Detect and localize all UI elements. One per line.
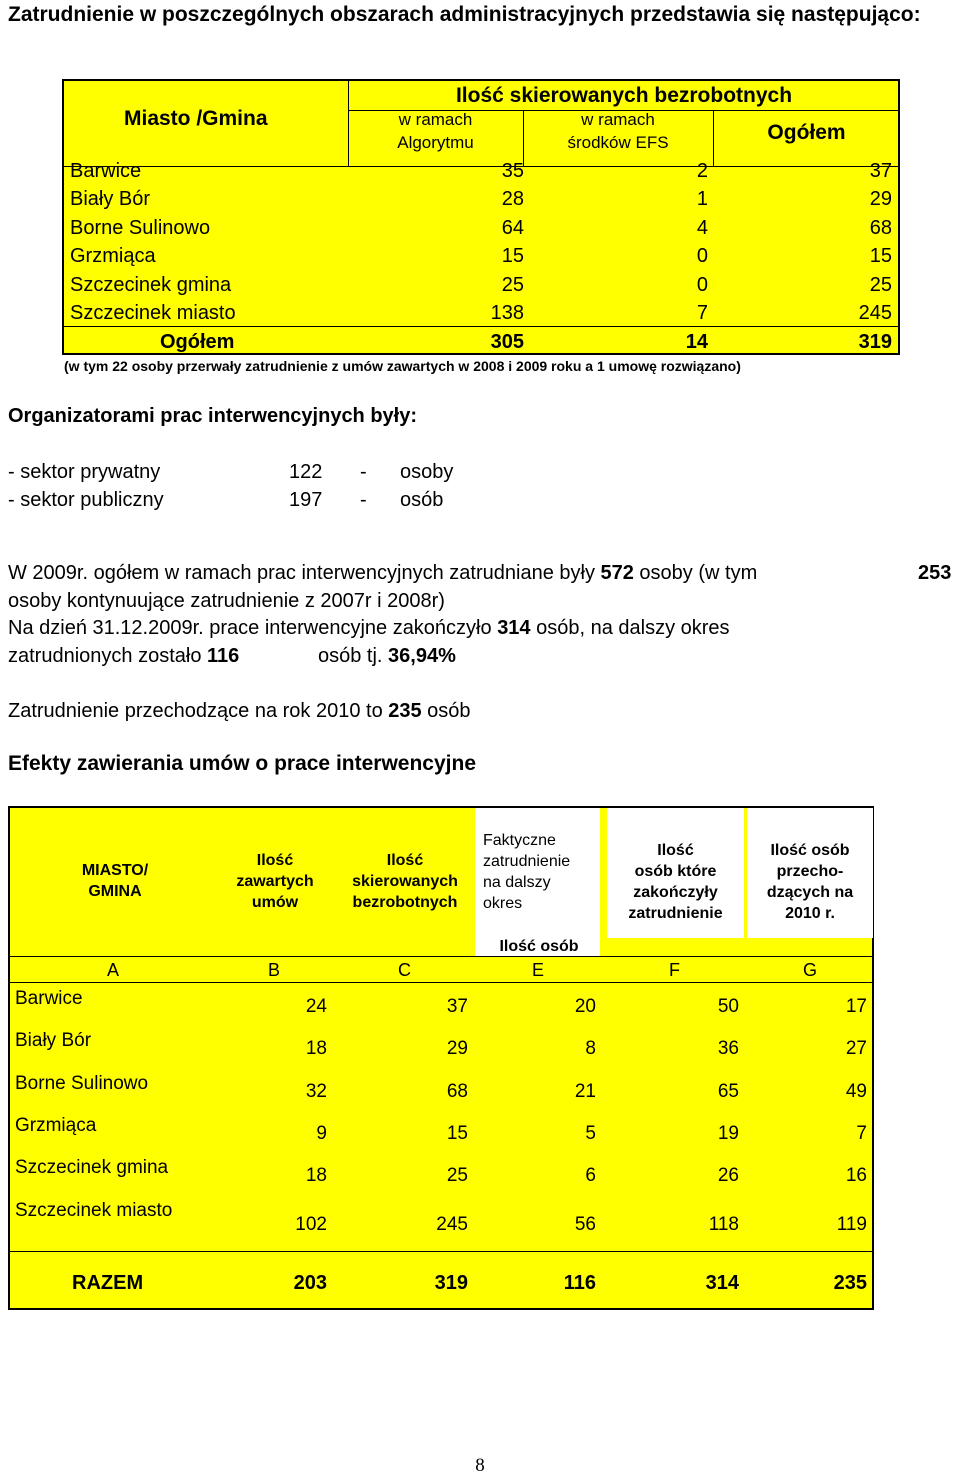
summary-line-1: W 2009r. ogółem w ramach prac interwencyjnych zatrudniane były 572 osoby (w tym <box>8 562 758 584</box>
row-algo: 28 <box>501 188 524 210</box>
summary-line-3: Na dzień 31.12.2009r. prace interwencyjne zakończyło 314 osób, na dalszy okres <box>8 617 730 639</box>
organizer-value: 122 <box>289 461 323 483</box>
row-f: 118 <box>708 1214 739 1235</box>
row-efs: 0 <box>696 245 708 267</box>
col-letter-b: B <box>268 960 281 980</box>
row-b: 9 <box>316 1123 327 1144</box>
summary-line-4-rest: osób tj. 36,94% <box>318 645 456 667</box>
organizers-title: Organizatorami prac interwencyjnych były: <box>8 405 418 427</box>
sum-e: 116 <box>563 1272 596 1294</box>
organizer-unit: osoby <box>400 461 454 483</box>
organizer-dash: - <box>360 489 367 511</box>
col-header-group: Ilość skierowanych bezrobotnych <box>455 84 793 107</box>
row-g: 17 <box>845 996 867 1017</box>
row-efs: 2 <box>696 160 708 182</box>
page-number: 8 <box>475 1455 485 1476</box>
row-city: Borne Sulinowo <box>15 1073 149 1094</box>
row-city: Szczecinek gmina <box>15 1157 169 1178</box>
sum-f: 314 <box>705 1272 739 1294</box>
row-city: Grzmiąca <box>70 245 156 267</box>
row-e: 5 <box>585 1123 596 1144</box>
row-city: Grzmiąca <box>15 1115 97 1136</box>
row-g: 49 <box>845 1081 867 1102</box>
row-c: 68 <box>446 1081 468 1102</box>
th-actual-employment: Faktyczne zatrudnienie na dalszy okres <box>483 832 571 912</box>
row-f: 19 <box>717 1123 739 1144</box>
row-algo: 35 <box>501 160 524 182</box>
row-b: 24 <box>305 996 327 1017</box>
row-city: Barwice <box>70 160 142 182</box>
row-city: Barwice <box>15 988 83 1009</box>
col-letter-a: A <box>107 960 120 980</box>
th-transferred: Ilość osób przecho- dzących na 2010 r. <box>766 842 854 922</box>
sum-total: 319 <box>858 331 892 353</box>
summary-continuing-count: 253 <box>918 562 952 584</box>
col-header-city: Miasto /Gmina <box>124 107 268 130</box>
row-f: 36 <box>717 1038 739 1059</box>
row-f: 50 <box>717 996 739 1017</box>
col-letter-g: G <box>803 960 818 980</box>
row-c: 15 <box>446 1123 468 1144</box>
row-city: Biały Bór <box>70 188 151 210</box>
row-efs: 0 <box>696 274 708 296</box>
row-e: 6 <box>585 1165 596 1186</box>
sum-label: Ogółem <box>160 331 235 353</box>
col-letter-e: E <box>532 960 545 980</box>
row-total: 68 <box>869 217 892 239</box>
employment-table <box>62 79 900 355</box>
sum-algo: 305 <box>490 331 524 353</box>
row-algo: 64 <box>501 217 524 239</box>
effects-title: Efekty zawierania umów o prace interwencyjne <box>8 752 476 775</box>
row-city: Biały Bór <box>15 1030 92 1051</box>
row-b: 18 <box>305 1038 327 1059</box>
col-letter-c: C <box>398 960 411 980</box>
row-c: 245 <box>436 1214 468 1235</box>
row-g: 119 <box>836 1214 867 1235</box>
row-efs: 4 <box>696 217 708 239</box>
col-header-algo-2: Algorytmu <box>397 133 474 152</box>
row-c: 25 <box>446 1165 468 1186</box>
row-city: Szczecinek miasto <box>15 1200 173 1221</box>
row-city: Szczecinek miasto <box>70 302 236 324</box>
col-letter-f: F <box>669 960 680 980</box>
organizer-unit: osób <box>400 489 444 511</box>
col-header-efs-1: w ramach <box>581 110 655 129</box>
row-g: 16 <box>845 1165 867 1186</box>
th-referred: Ilość skierowanych bezrobotnych <box>352 852 458 911</box>
row-total: 37 <box>869 160 892 182</box>
row-e: 21 <box>574 1081 596 1102</box>
row-b: 102 <box>295 1214 327 1235</box>
row-efs: 1 <box>696 188 708 210</box>
table-note: (w tym 22 osoby przerwały zatrudnienie z umów zawartych w 2008 i 2009 roku a 1 umowę rozwiązano) <box>64 358 741 374</box>
row-city: Szczecinek gmina <box>70 274 232 296</box>
col-header-efs-2: środków EFS <box>567 133 669 152</box>
row-algo: 25 <box>501 274 524 296</box>
row-b: 18 <box>305 1165 327 1186</box>
row-f: 65 <box>717 1081 739 1102</box>
row-e: 56 <box>574 1214 596 1235</box>
th-city: MIASTO/ GMINA <box>81 862 149 900</box>
sum-label: RAZEM <box>72 1272 144 1294</box>
organizer-label: - sektor prywatny <box>8 461 161 483</box>
sum-c: 319 <box>434 1272 468 1294</box>
effects-table <box>8 806 874 1310</box>
organizer-label: - sektor publiczny <box>8 489 164 511</box>
row-city: Borne Sulinowo <box>70 217 211 239</box>
page-heading: Zatrudnienie w poszczególnych obszarach administracyjnych przedstawia się następująco: <box>8 3 921 26</box>
row-g: 7 <box>856 1123 867 1144</box>
sum-efs: 14 <box>685 331 708 353</box>
row-efs: 7 <box>696 302 708 324</box>
row-total: 25 <box>869 274 892 296</box>
row-c: 37 <box>446 996 468 1017</box>
organizer-value: 197 <box>289 489 323 511</box>
col-header-total: Ogółem <box>767 121 846 144</box>
th-finished: Ilość osób które zakończyły zatrudnienie <box>628 842 723 922</box>
row-total: 245 <box>858 302 892 324</box>
row-c: 29 <box>446 1038 468 1059</box>
summary-line-2: osoby kontynuujące zatrudnienie z 2007r i 2008r) <box>8 590 445 612</box>
row-g: 27 <box>845 1038 867 1059</box>
row-algo: 138 <box>490 302 524 324</box>
th-e-subheader: Ilość osób <box>499 938 579 955</box>
row-e: 20 <box>574 996 596 1017</box>
col-header-algo-1: w ramach <box>398 110 473 129</box>
organizer-dash: - <box>360 461 367 483</box>
row-b: 32 <box>305 1081 327 1102</box>
transfer-line: Zatrudnienie przechodzące na rok 2010 to 235 osób <box>8 700 471 722</box>
row-total: 15 <box>869 245 892 267</box>
sum-g: 235 <box>833 1272 867 1294</box>
row-e: 8 <box>585 1038 596 1059</box>
row-total: 29 <box>869 188 892 210</box>
summary-line-4: zatrudnionych zostało 116 <box>8 645 240 667</box>
th-contracts: Ilość zawartych umów <box>236 852 314 911</box>
row-f: 26 <box>717 1165 739 1186</box>
row-algo: 15 <box>501 245 524 267</box>
sum-b: 203 <box>293 1272 327 1294</box>
